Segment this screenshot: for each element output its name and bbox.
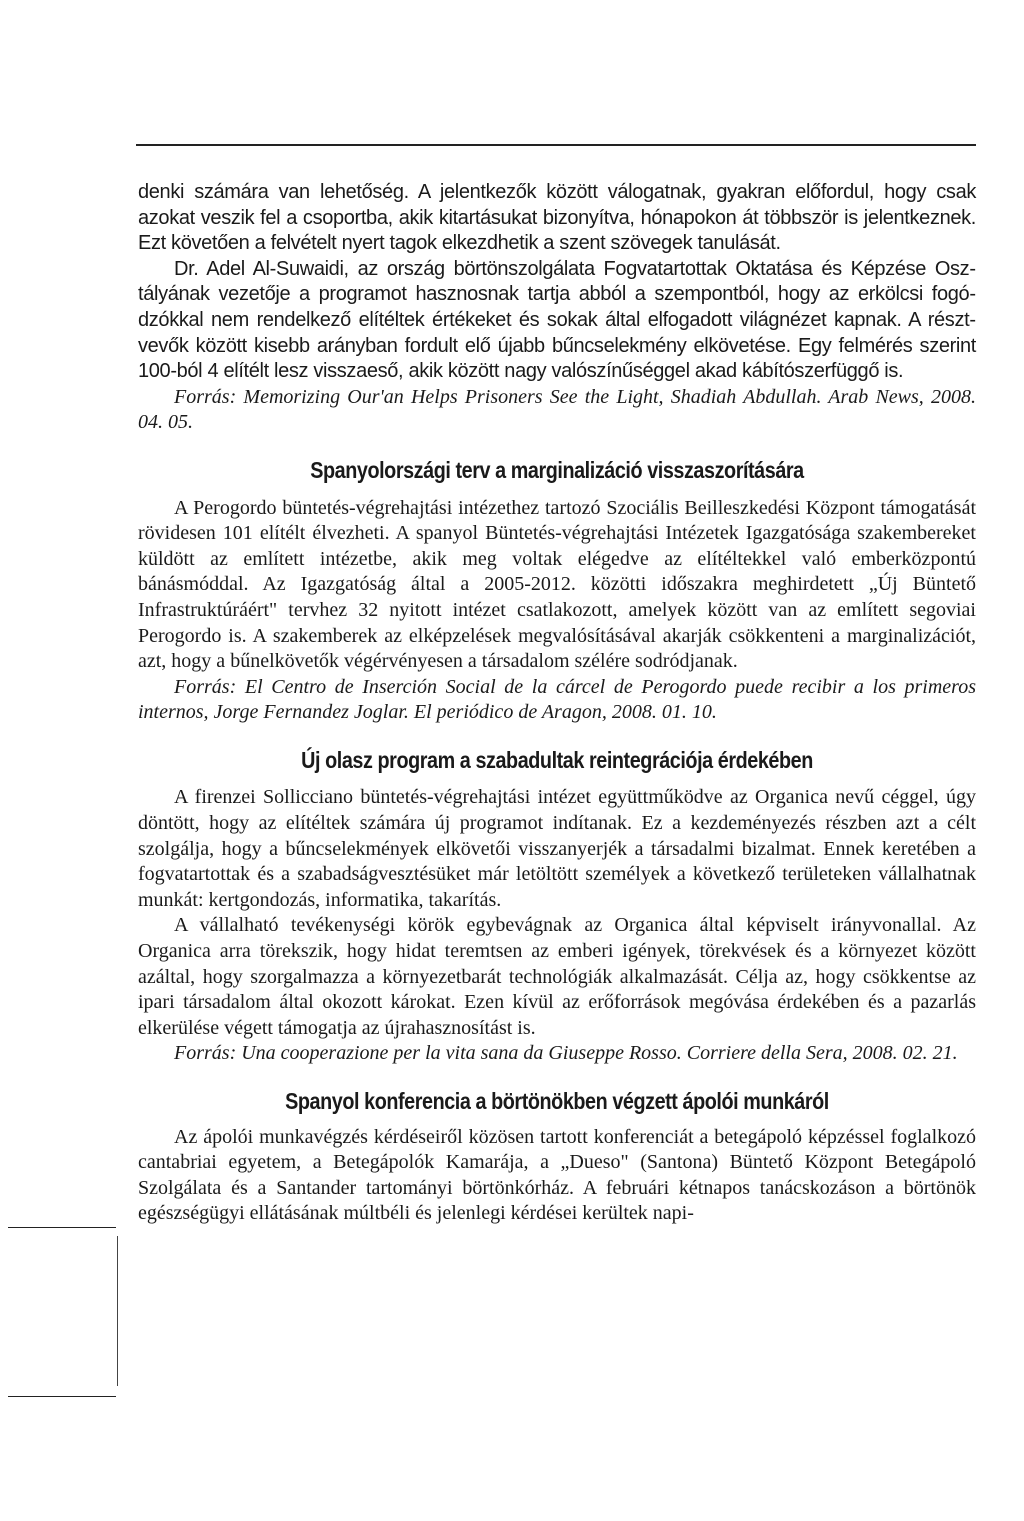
section-heading-nursing-conference: Spanyol konferencia a börtönökben végzett ápolói munkáról [285,1088,829,1114]
header-rule [136,144,976,146]
margin-box-frame [8,1236,116,1386]
section-heading-italian-program: Új olasz program a szabadultak reintegrációja érdekében [301,746,813,773]
source-citation-aragon: Forrás: El Centro de Inserción Social de la cárcel de Perogordo puede recibir a los primeros internos, Jorge Fernandez Joglar. El periódico de Aragon, 2008. 01. 10. [138,675,976,724]
source-citation-corriere: Forrás: Una cooperazione per la vita sana da Giuseppe Rosso. Corriere della Sera, 2008. 02. 21. [174,1042,958,1065]
section-heading-spain-marginalization: Spanyolországi terv a marginalizáció visszaszorítására [310,456,804,483]
paragraph-sollicciano: A firenzei Sollicciano büntetés-végrehajtási intézet együttműködve az Organica nevű céggel, úgy döntött, hogy az elítéltek számára új programot indítanak. Ez a kezdeményezés részben azt a célt szolgálja, hogy a bűncselekmények elkövetői visszanyerjék a társadalmi bizalmat. Ennek keretében a fogvatartottak és a szabadságvesztésüket már letöltött személyek a következő területeken vállalhatnak munkát: kertgondozás, informatika, takarítás. [138,786,976,911]
paragraph-continuation: denki számára van lehetőség. A jelentkezők között válogatnak, gyakran előfordul, hogy csak azokat veszik fel a csoportba, akik kitartásukat bizonyítva, hónapokon át többször is jelentkeznek. Ezt követően a felvételt nyert tagok elkezdhetik a szent szövegek tanulását. [138,181,976,255]
page-content [138,180,976,1227]
paragraph-al-suwaidi: Dr. Adel Al-Suwaidi, az ország börtönszolgálata Fogvatartottak Oktatása és Képzése Osztályának vezetője a programot hasznosnak tartja abból a szempontból, hogy az erkölcsi fogódzókkal nem rendelkező elítéltek értékeket és sokak által elfogadott világnézet kapnak. A résztvevők között kisebb arányban fordult elő újabb bűncselekmény elkövetése. Egy felmérés szerint 100-ból 4 elítélt lesz visszaeső, akik között nagy valószínűséggel akad kábítószerfüggő is. [138,257,976,383]
paragraph-perogordo: A Perogordo büntetés-végrehajtási intézethez tartozó Szociális Beilleszkedési Központ támogatását rövidesen 101 elítélt élvezheti. A spanyol Büntetés-végrehajtási Intézetek Igazgatósága szakembereket küldött az említett intézetbe, akik meg voltak elégedve az elítéltekkel való emberközpontú bánásmóddal. Az Igazgatóság által a 2005-2012. közötti időszakra meghirdetett „Új Büntető Infrastruktúráért" tervhez 32 nyitott intézet csatlakozott, amelyek között van az említett segoviai Perogordo is. A szakemberek az elképzelések megvalósításával akarják csökkenteni a marginalizációt, azt, hogy a bűnelkövetők végérvényesen a társadalom szélére sodródjanak. [138,496,976,673]
margin-box-edge [117,1236,118,1386]
source-citation-arab-news: Forrás: Memorizing Our'an Helps Prisoners See the Light, Shadiah Abdullah. Arab News, 2008. 04. 05. [138,385,976,434]
paragraph-cantabria: Az ápolói munkavégzés kérdéseiről közösen tartott konferenciát a betegápoló képzéssel foglalkozó cantabriai egyetem, a Betegápolók Kamarája, a „Dueso" (Santona) Büntető Központ Betegápoló Szolgálata és a Santander tartományi börtönkórház. A februári kétnapos tanácskozáson a börtönök egészségügyi ellátásának múltbéli és jelenlegi kérdései kerültek napi- [138,1125,976,1225]
paragraph-organica: A vállalható tevékenységi körök egybevágnak az Organica által képviselt irányvonallal. Az Organica arra törekszik, hogy hidat teremtsen az emberi igények, törekvések és a környezet között azáltal, hogy szorgalmazza a környezetbarát technológiák alkalmazását. Célja az, hogy csökkentse az ipari társadalom által okozott károkat. Ezen kívül az erőforrások megóvása érdekében és a pazarlás elkerülése végett támogatja az újrahasznosítást is. [138,914,976,1039]
